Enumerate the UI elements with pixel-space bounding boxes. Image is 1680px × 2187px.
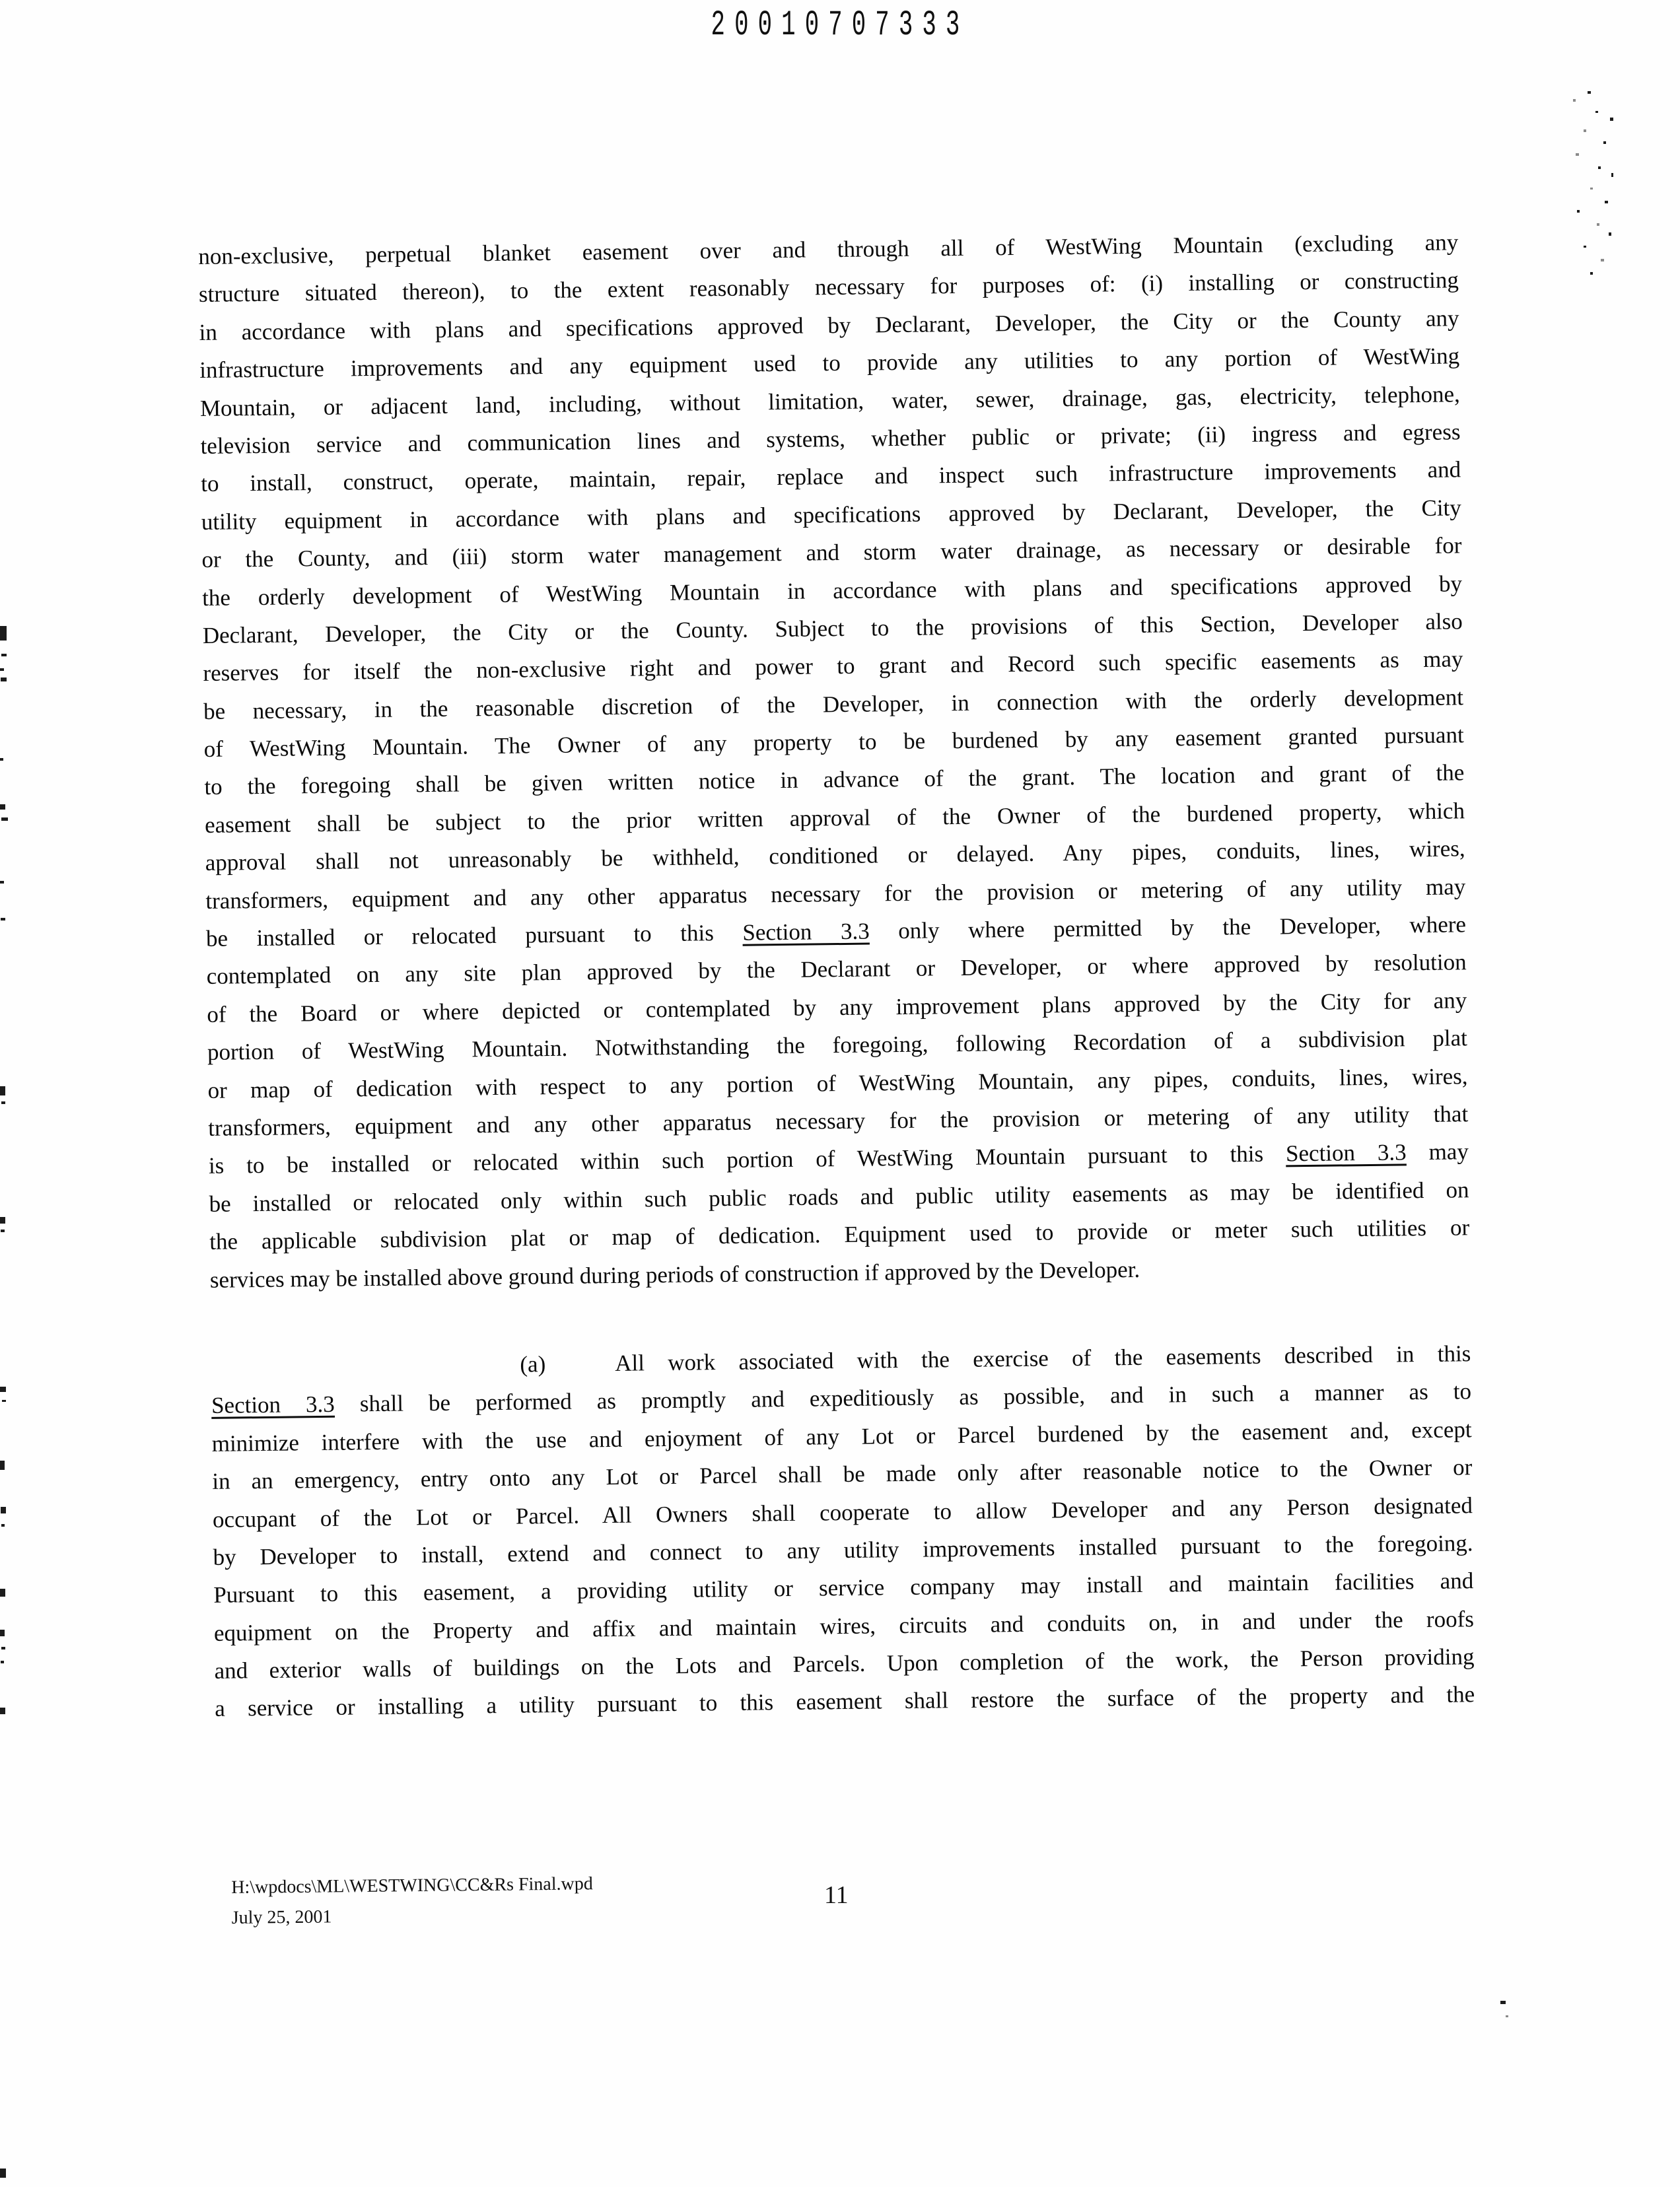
footer-date: July 25, 2001 bbox=[231, 1906, 332, 1928]
text-segment: infrastructure improvements and any equipment used to provide any utilities to any portion of WestWing bbox=[199, 343, 1460, 384]
document-text-block bbox=[198, 223, 1475, 1727]
page-number: 11 bbox=[824, 1881, 849, 1909]
text-segment: non-exclusive, perpetual blanket easement over and through all of WestWing Mountain (excluding any bbox=[198, 229, 1459, 269]
paragraph-subsection-a bbox=[211, 1335, 1475, 1728]
text-segment: a service or installing a utility pursuant to this easement shall restore the surface of the property and the bbox=[215, 1681, 1475, 1722]
text-segment: contemplated on any site plan approved by the Declarant or Developer, or where approved by resolution bbox=[206, 949, 1467, 990]
text-segment: equipment on the Property and affix and maintain wires, circuits and conduits on, in and under the roofs bbox=[213, 1605, 1475, 1646]
text-segment: Declarant, Developer, the City or the County. Subject to the provisions of this Section, Developer also bbox=[202, 608, 1463, 648]
text-segment: and exterior walls of buildings on the Lots and Parcels. Upon completion of the work, the Person providing bbox=[214, 1644, 1475, 1684]
page-footer bbox=[231, 1869, 593, 1933]
text-segment: occupant of the Lot or Parcel. All Owners shall cooperate to allow Developer and any Person designated bbox=[212, 1492, 1473, 1533]
text-segment: approval shall not unreasonably be withheld, conditioned or delayed. Any pipes, conduits, lines, wires, bbox=[205, 835, 1465, 876]
text-segment: All work associated with the exercise of the easements described in this bbox=[615, 1340, 1471, 1376]
text-segment: or the County, and (iii) storm water management and storm water drainage, as necessary or desirable for bbox=[201, 532, 1462, 573]
text-segment: of WestWing Mountain. The Owner of any property to be burdened by any easement granted pursuant bbox=[203, 722, 1464, 763]
text-segment: shall be performed as promptly and expeditiously as possible, and in such a manner as to bbox=[334, 1378, 1472, 1418]
text-segment: structure situated thereon), to the extent reasonably necessary for purposes of: (i) installing or constructing bbox=[198, 267, 1459, 308]
text-segment: (a) bbox=[520, 1351, 546, 1377]
text-segment: only where permitted by the Developer, where bbox=[869, 911, 1467, 944]
paragraph-easement-terms bbox=[198, 223, 1470, 1298]
text-segment: transformers, equipment and any other apparatus necessary for the provision or metering of any utility that bbox=[208, 1101, 1469, 1141]
text-segment: be necessary, in the reasonable discretion of the Developer, in connection with the orderly development bbox=[203, 683, 1464, 724]
section-reference: Section 3.3 bbox=[1285, 1139, 1407, 1167]
footer-file-path: H:\wpdocs\ML\WESTWING\CC&Rs Final.wpd bbox=[231, 1873, 593, 1898]
text-segment: in accordance with plans and specifications approved by Declarant, Developer, the City or the County any bbox=[199, 305, 1459, 345]
text-segment: Pursuant to this easement, a providing utility or service company may install and maintain facilities and bbox=[213, 1568, 1474, 1609]
text-segment: utility equipment in accordance with plans and specifications approved by Declarant, Developer, the City bbox=[201, 495, 1461, 535]
tab-gap bbox=[545, 1370, 615, 1371]
text-segment: to the foregoing shall be given written notice in advance of the grant. The location and grant of the bbox=[204, 759, 1465, 800]
text-segment: be installed or relocated pursuant to this bbox=[205, 919, 743, 952]
text-segment: in an emergency, entry onto any Lot or Parcel shall be made only after reasonable notice to the Owner or bbox=[212, 1454, 1473, 1494]
text-segment: easement shall be subject to the prior written approval of the Owner of the burdened property, which bbox=[204, 798, 1465, 838]
section-reference: Section 3.3 bbox=[742, 918, 870, 946]
text-segment: to install, construct, operate, maintain, repair, replace and inspect such infrastructure improvements and bbox=[201, 456, 1461, 497]
text-segment: the orderly development of WestWing Mountain in accordance with plans and specifications approved by bbox=[201, 570, 1463, 611]
text-segment: transformers, equipment and any other apparatus necessary for the provision or metering of any utility may bbox=[205, 873, 1466, 914]
text-segment: may bbox=[1406, 1138, 1469, 1165]
text-segment: be installed or relocated only within such public roads and public utility easements as may be identified on bbox=[209, 1177, 1469, 1217]
text-segment: is to be installed or relocated within such portion of WestWing Mountain pursuant to this bbox=[208, 1140, 1286, 1179]
text-segment: portion of WestWing Mountain. Notwithstanding the foregoing, following Recordation of a subdivision plat bbox=[207, 1025, 1468, 1066]
text-segment: minimize interfere with the use and enjoyment of any Lot or Parcel burdened by the easement and, except bbox=[211, 1416, 1472, 1457]
text-segment: reserves for itself the non-exclusive right and power to grant and Record such specific easements as may bbox=[203, 646, 1463, 687]
text-segment: or map of dedication with respect to any portion of WestWing Mountain, any pipes, conduits, lines, wires, bbox=[207, 1062, 1468, 1103]
recorder-document-number: 20010707333 bbox=[711, 5, 969, 46]
text-segment: Mountain, or adjacent land, including, without limitation, water, sewer, drainage, gas, electricity, telephone, bbox=[199, 380, 1461, 421]
text-segment: television service and communication lines and systems, whether public or private; (ii) ingress and egress bbox=[200, 419, 1461, 459]
section-reference: Section 3.3 bbox=[211, 1391, 335, 1419]
text-segment: of the Board or where depicted or contemplated by any improvement plans approved by the City for any bbox=[207, 987, 1467, 1027]
text-segment: the applicable subdivision plat or map of dedication. Equipment used to provide or meter such utilities or bbox=[209, 1214, 1470, 1255]
text-segment: by Developer to install, extend and connect to any utility improvements installed pursuant to the foregoing. bbox=[213, 1530, 1473, 1570]
text-segment: services may be installed above ground during periods of construction if approved by the Developer. bbox=[209, 1256, 1140, 1293]
